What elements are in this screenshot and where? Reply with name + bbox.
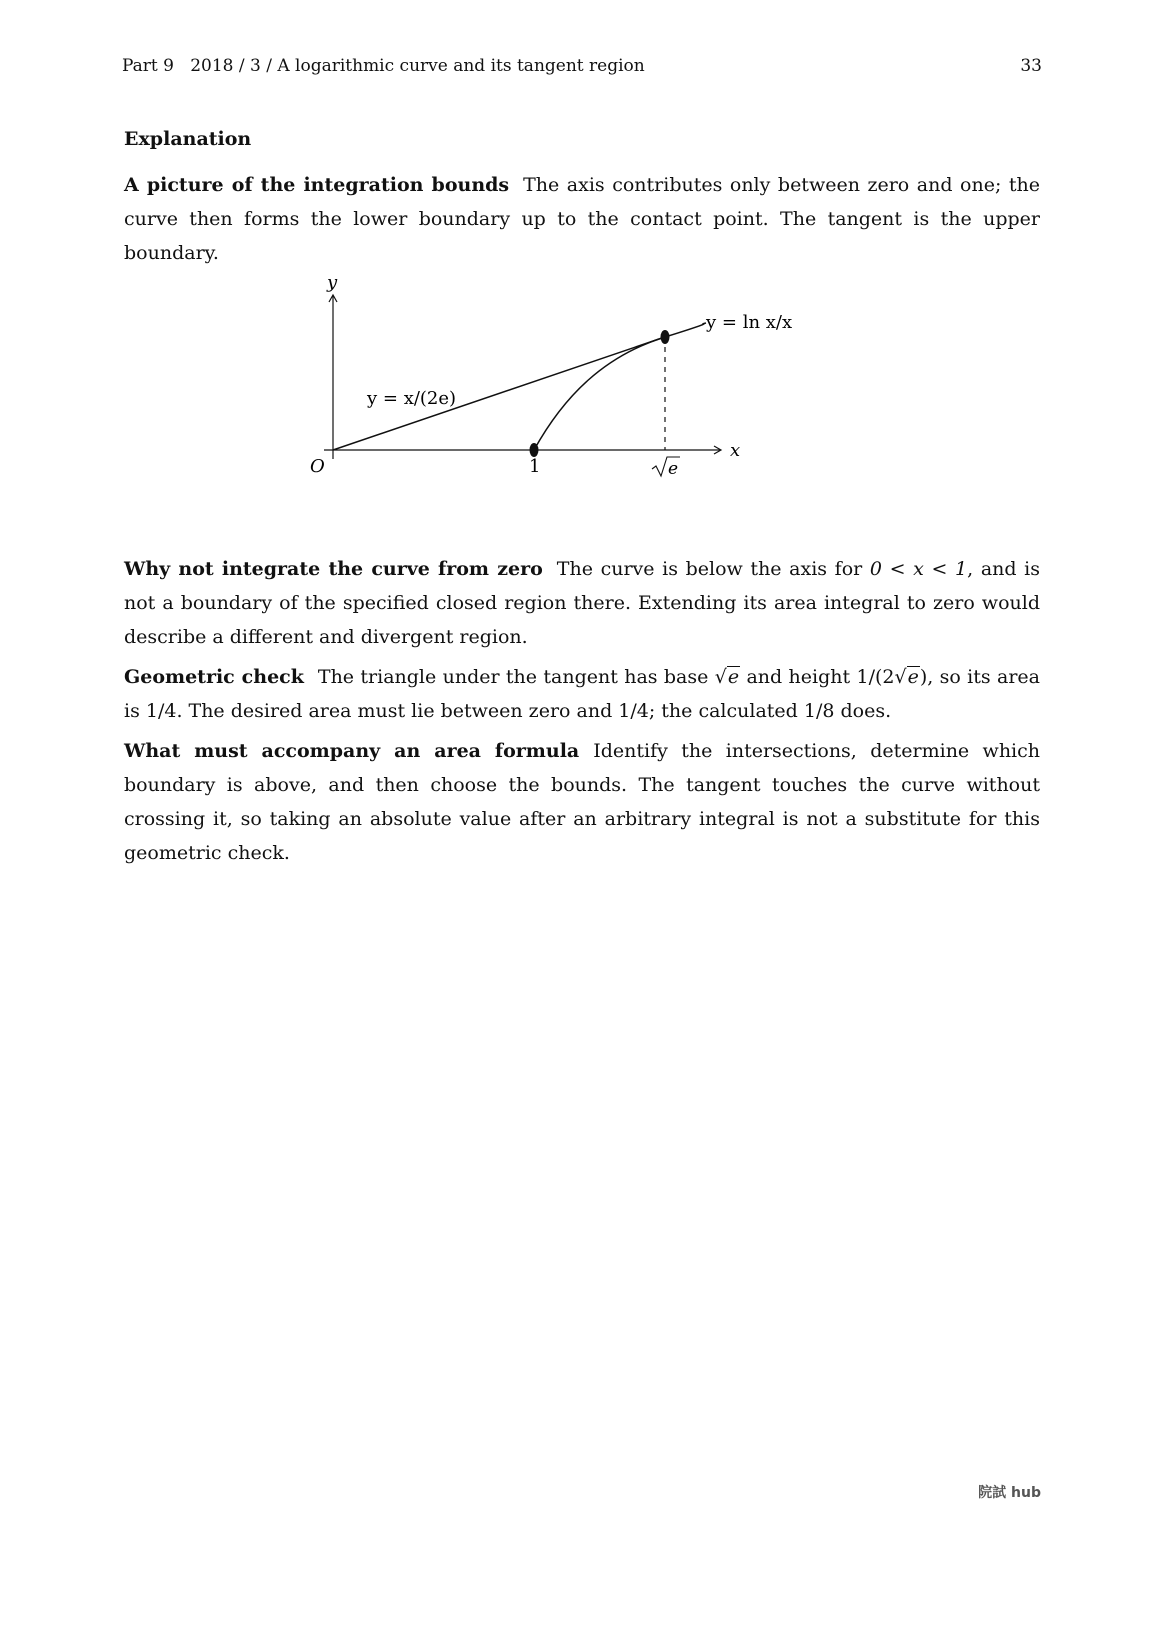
figure-graph <box>124 276 1040 538</box>
graph-svg <box>124 276 1040 538</box>
footer-brand: 院試 hub <box>978 1485 1041 1501</box>
paragraph-integration-bounds <box>124 168 1040 270</box>
page-number: 33 <box>1020 56 1042 76</box>
main-content <box>124 128 1040 876</box>
section-title: Explanation <box>124 128 252 150</box>
paragraph-why-not-zero <box>124 552 1040 654</box>
run-in-heading: Geometric check <box>124 666 304 688</box>
inline-math: 0 < x < 1 <box>869 558 968 580</box>
curve-label: y = ln x/x <box>706 312 793 333</box>
point-x-intercept <box>530 443 539 457</box>
point-contact <box>661 330 670 344</box>
tick-label-one: 1 <box>529 456 541 477</box>
y-label: y <box>327 276 338 293</box>
run-in-heading: What must accompany an area formula <box>124 740 580 762</box>
paragraph-text-3: ), so its area is 1/4. The desired area must lie between zero and 1/4; the calculated 1/8 does. <box>124 666 1040 722</box>
sqrt-e-height: e <box>907 666 919 688</box>
x-axis-label: x <box>730 440 741 461</box>
paragraph-text-2: and height 1/(2 <box>740 666 895 688</box>
tick-label-sqrt-e: e <box>668 459 679 479</box>
running-header <box>122 56 1042 82</box>
run-in-heading: Why not integrate the curve from zero <box>124 558 543 580</box>
paragraph-area-formula <box>124 734 1040 870</box>
run-in-heading: A picture of the integration bounds <box>124 174 510 196</box>
paragraph-geometric-check: Geometric check The triangle under the tangent has base √e and height 1/(2√e), so its area is 1/4. The desired area must lie between zero and 1/4; the calculated 1/8 does. <box>124 666 1040 722</box>
header-title: Part 9 2018 / 3 / A logarithmic curve and its tangent region <box>122 56 645 76</box>
sqrt-e-base: e <box>727 666 740 688</box>
tangent-label: y = x/(2e) <box>367 388 457 409</box>
paragraph-text: The axis contributes only between zero and one; the curve then forms the lower boundary up to the contact point. The tangent is the upper boundary. <box>124 174 1040 264</box>
paragraph-text-1: The triangle under the tangent has base <box>317 666 715 688</box>
origin-label: O <box>310 456 325 477</box>
paragraph-text-after: , and is not a boundary of the specified closed region there. Extending its area integral to zero would describe a different and divergent region. <box>124 558 1040 648</box>
curve <box>534 323 706 450</box>
paragraph-text-before: The curve is below the axis for <box>556 558 870 580</box>
paragraph-text: Identify the intersections, determine which boundary is above, and then choose the bounds. The tangent touches the curve without crossing it, so taking an absolute value after an arbitrary integral is not a substitute for this geometric check. <box>124 740 1041 864</box>
